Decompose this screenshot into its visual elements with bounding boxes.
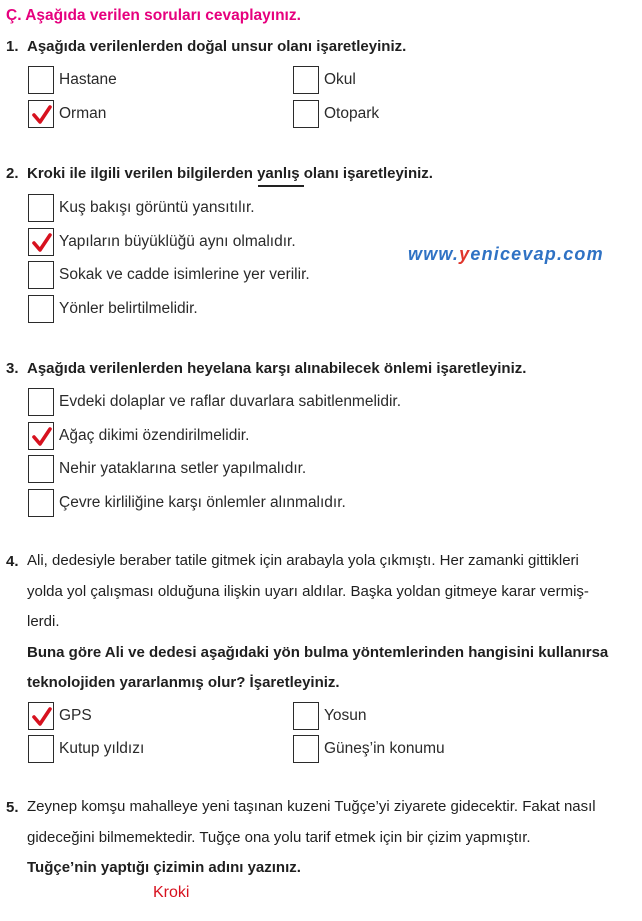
q3-option-3-checkbox[interactable] (28, 455, 54, 483)
q2-option-1-checkbox[interactable] (28, 194, 54, 222)
q2-option-2-label: Yapıların büyüklüğü aynı olmalıdır. (59, 233, 296, 250)
emphasis-word: yanlış (257, 165, 300, 182)
question-2-text: Kroki ile ilgili verilen bilgilerden yanlış olanı işaretleyiniz. (27, 165, 433, 182)
checkmark-icon (32, 707, 52, 727)
section-heading: Ç. Aşağıda verilen soruları cevaplayınız. (6, 7, 301, 24)
question-1-number: 1. (6, 38, 19, 55)
q2-option-2-checkbox[interactable] (28, 228, 54, 256)
q3-option-1-checkbox[interactable] (28, 388, 54, 416)
question-3-text: Aşağıda verilenlerden heyelana karşı alınabilecek önlemi işaretleyiniz. (27, 360, 527, 377)
question-5-number: 5. (6, 799, 19, 816)
emphasis-underline (258, 185, 304, 187)
question-5-line-1: Zeynep komşu mahalleye yeni taşınan kuzeni Tuğçe’yi ziyarete gidecektir. Fakat nasıl (27, 798, 596, 815)
q2-option-1-label: Kuş bakışı görüntü yansıtılır. (59, 199, 255, 216)
q1-option-4-label: Otopark (324, 105, 380, 122)
question-5-line-2: gideceğini bilmemektedir. Tuğçe ona yolu tarif etmek için bir çizim yapmıştır. (27, 829, 531, 846)
q1-option-3-label: Orman (59, 105, 107, 122)
question-1-text: Aşağıda verilenlerden doğal unsur olanı işaretleyiniz. (27, 38, 407, 55)
q3-option-1-label: Evdeki dolaplar ve raflar duvarlara sabitlenmelidir. (59, 393, 402, 410)
handwritten-answer: Kroki (153, 884, 190, 901)
q3-option-2-label: Ağaç dikimi özendirilmelidir. (59, 427, 250, 444)
question-2-number: 2. (6, 165, 19, 182)
q3-option-4-checkbox[interactable] (28, 489, 54, 517)
question-4-number: 4. (6, 553, 19, 570)
question-4-line-2: yolda yol çalışması olduğuna ilişkin uyarı aldılar. Başka yoldan gitmeye karar vermiş- (27, 583, 589, 600)
q1-option-1-checkbox[interactable] (28, 66, 54, 94)
q3-option-4-label: Çevre kirliliğine karşı önlemler alınmalıdır. (59, 494, 346, 511)
q4-option-1-checkbox[interactable] (28, 702, 54, 730)
q4-option-3-label: Kutup yıldızı (59, 740, 145, 757)
q2-option-4-checkbox[interactable] (28, 295, 54, 323)
question-5-prompt: Tuğçe’nin yaptığı çizimin adını yazınız. (27, 859, 301, 876)
question-4-line-3: lerdi. (27, 613, 60, 630)
q4-option-1-label: GPS (59, 707, 92, 724)
question-4-prompt-line-2: teknolojiden yararlanmış olur? İşaretleyiniz. (27, 674, 340, 691)
q2-option-3-checkbox[interactable] (28, 261, 54, 289)
checkmark-icon (32, 233, 52, 253)
q1-option-1-label: Hastane (59, 71, 117, 88)
question-3-number: 3. (6, 360, 19, 377)
q4-option-4-checkbox[interactable] (293, 735, 319, 763)
checkmark-icon (32, 427, 52, 447)
q4-option-2-label: Yosun (324, 707, 367, 724)
q1-option-2-label: Okul (324, 71, 356, 88)
question-4-line-1: Ali, dedesiyle beraber tatile gitmek için arabayla yola çıkmıştı. Her zamanki gittikleri (27, 552, 579, 569)
q1-option-4-checkbox[interactable] (293, 100, 319, 128)
q2-option-4-label: Yönler belirtilmelidir. (59, 300, 198, 317)
watermark-text: www.yenicevap.com (408, 244, 604, 264)
q4-option-4-label: Güneş’in konumu (324, 740, 445, 757)
q4-option-2-checkbox[interactable] (293, 702, 319, 730)
q2-option-3-label: Sokak ve cadde isimlerine yer verilir. (59, 266, 310, 283)
question-4-prompt-line-1: Buna göre Ali ve dedesi aşağıdaki yön bulma yöntemlerinden hangisini kullanırsa (27, 644, 609, 661)
checkmark-icon (32, 105, 52, 125)
q3-option-3-label: Nehir yataklarına setler yapılmalıdır. (59, 460, 307, 477)
q1-option-3-checkbox[interactable] (28, 100, 54, 128)
q1-option-2-checkbox[interactable] (293, 66, 319, 94)
q4-option-3-checkbox[interactable] (28, 735, 54, 763)
q3-option-2-checkbox[interactable] (28, 422, 54, 450)
